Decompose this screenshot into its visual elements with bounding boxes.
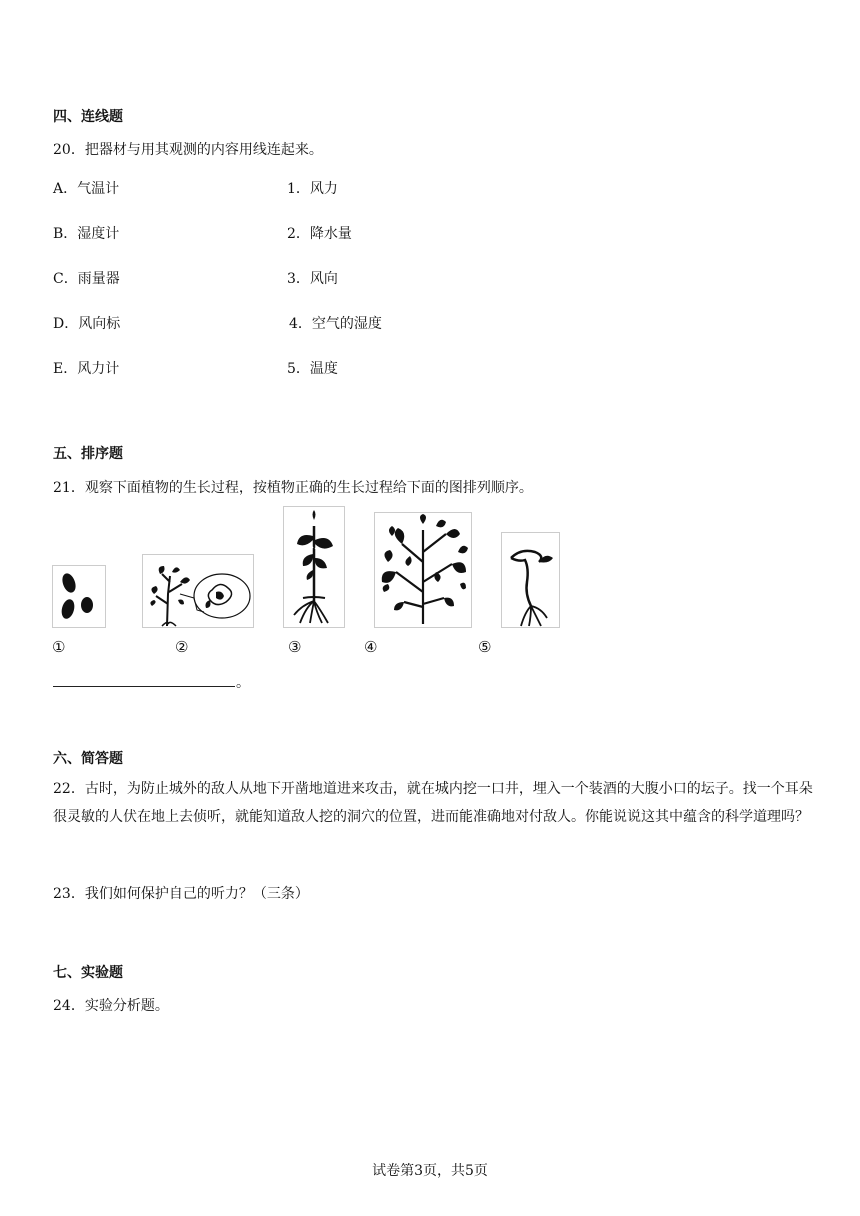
question-24: 24．实验分析题。 (53, 998, 169, 1014)
answer-period: 。 (236, 675, 250, 691)
young-plant-figure (283, 506, 345, 628)
matching-left-item: C．雨量器 (53, 271, 120, 287)
section-heading-short-answer: 六、简答题 (53, 751, 123, 767)
matching-left-item: E．风力计 (53, 361, 120, 377)
section-heading-experiment: 七、实验题 (53, 965, 123, 981)
figure-label-3: ③ (288, 638, 302, 656)
figure-label-1: ① (52, 638, 66, 656)
matching-right-item: 5．温度 (287, 361, 338, 377)
question-22: 22．古时，为防止城外的敌人从地下开凿地道进来攻击，就在城内挖一口井，埋入一个装酒的大腹小口的坛子。找一个耳朵很灵敏的人伏在地上去侦听，就能知道敌人挖的洞穴的位置，进而能准确地对付敌人。你能说说这其中蕴含的科学道理吗？ (53, 781, 813, 825)
figure-label-4: ④ (364, 638, 378, 656)
section-heading-matching: 四、连线题 (53, 109, 123, 125)
answer-blank-21[interactable] (53, 686, 235, 687)
matching-right-item: 4．空气的湿度 (289, 316, 382, 332)
question-21: 21．观察下面植物的生长过程，按植物正确的生长过程给下面的图排列顺序。 (53, 480, 533, 496)
seeds-figure (52, 565, 106, 628)
question-23: 23．我们如何保护自己的听力？（三条） (53, 886, 309, 902)
figure-label-2: ② (175, 638, 189, 656)
figure-label-5: ⑤ (478, 638, 492, 656)
matching-left-item: D．风向标 (53, 316, 121, 332)
page-footer: 试卷第3页，共5页 (372, 1163, 488, 1179)
matching-right-item: 1．风力 (287, 181, 338, 197)
matching-right-item: 3．风向 (287, 271, 338, 287)
matching-left-item: B．湿度计 (53, 226, 120, 242)
matching-right-item: 2．降水量 (287, 226, 352, 242)
flowering-plant-figure (142, 554, 254, 628)
section-heading-ordering: 五、排序题 (53, 446, 123, 462)
question-20: 20．把器材与用其观测的内容用线连起来。 (53, 142, 323, 158)
mature-plant-figure (374, 512, 472, 628)
matching-left-item: A．气温计 (53, 181, 120, 197)
sprout-figure (501, 532, 560, 628)
